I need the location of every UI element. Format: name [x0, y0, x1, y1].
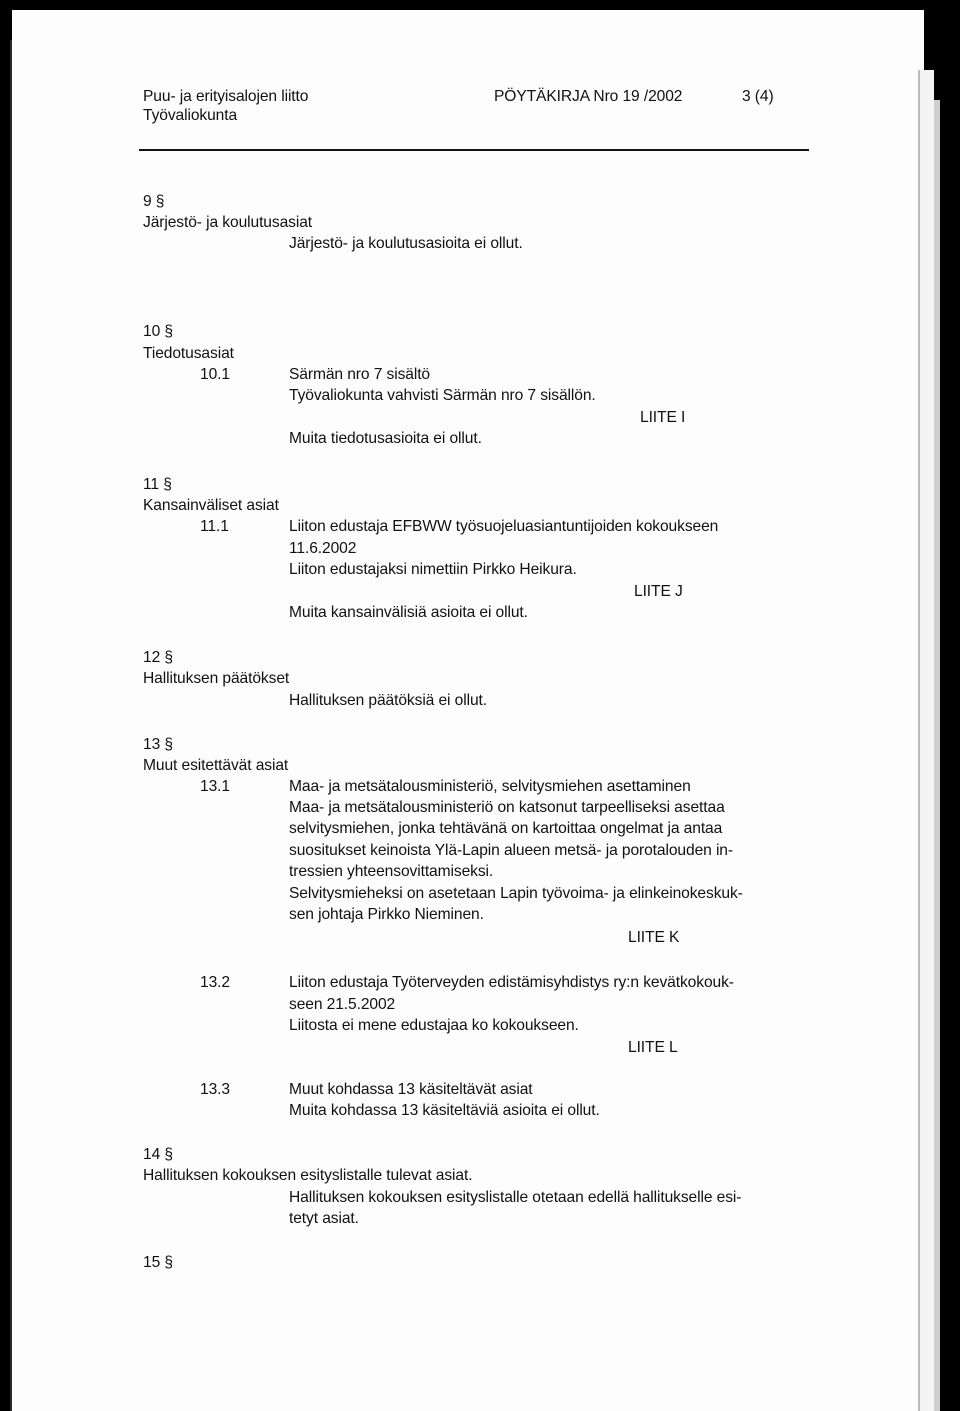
item-13-2-title-cont: seen 21.5.2002: [289, 996, 396, 1013]
item-13-2-number: 13.2: [200, 974, 230, 991]
item-10-1-attachment: LIITE I: [640, 409, 686, 426]
section-14-text-cont: tetyt asiat.: [289, 1210, 359, 1227]
header-page-number: 3 (4): [742, 88, 774, 105]
item-13-3-title: Muut kohdassa 13 käsiteltävät asiat: [289, 1081, 533, 1098]
section-9-text: Järjestö- ja koulutusasioita ei ollut.: [289, 235, 523, 252]
section-12-title: Hallituksen päätökset: [143, 670, 290, 687]
section-11-title: Kansainväliset asiat: [143, 497, 279, 514]
item-13-1-line: tressien yhteensovittamiseksi.: [289, 863, 494, 880]
item-10-1-title: Särmän nro 7 sisältö: [289, 366, 431, 383]
section-12-text: Hallituksen päätöksiä ei ollut.: [289, 692, 487, 709]
section-10-title: Tiedotusasiat: [143, 345, 234, 362]
header-org: Puu- ja erityisalojen liitto: [143, 88, 309, 105]
section-11-number: 11 §: [143, 476, 172, 493]
item-13-1-line: sen johtaja Pirkko Nieminen.: [289, 906, 484, 923]
item-10-1-text: Työvaliokunta vahvisti Särmän nro 7 sisällön.: [289, 387, 596, 404]
item-13-2-attachment: LIITE L: [628, 1039, 678, 1056]
page-stack-edge: [918, 70, 934, 1411]
item-10-1-number: 10.1: [200, 366, 230, 383]
item-13-2-text: Liitosta ei mene edustajaa ko kokoukseen.: [289, 1017, 579, 1034]
header-doc-title: PÖYTÄKIRJA Nro 19 /2002: [494, 88, 683, 105]
item-13-2-title: Liiton edustaja Työterveyden edistämisyhdistys ry:n kevätkokouk-: [289, 974, 734, 991]
item-13-1-attachment: LIITE K: [628, 929, 680, 946]
item-13-1-line: selvitysmiehen, jonka tehtävänä on kartoittaa ongelmat ja antaa: [289, 820, 723, 837]
header-divider: [139, 149, 809, 151]
section-11-other: Muita kansainvälisiä asioita ei ollut.: [289, 604, 528, 621]
item-11-1-number: 11.1: [200, 518, 229, 535]
section-12-number: 12 §: [143, 649, 173, 666]
item-13-3-number: 13.3: [200, 1081, 230, 1098]
item-13-1-number: 13.1: [200, 778, 230, 795]
header-committee: Työvaliokunta: [143, 107, 238, 124]
page-stack-edge-outer: [934, 100, 940, 1411]
item-13-1-line: Selvitysmieheksi on asetetaan Lapin työvoima- ja elinkeinokeskuk-: [289, 885, 743, 902]
section-9-title: Järjestö- ja koulutusasiat: [143, 214, 313, 231]
item-11-1-date: 11.6.2002: [289, 540, 357, 557]
item-13-1-line: suositukset keinoista Ylä-Lapin alueen metsä- ja porotalouden in-: [289, 842, 733, 859]
item-11-1-text: Liiton edustajaksi nimettiin Pirkko Heikura.: [289, 561, 577, 578]
section-9-number: 9 §: [143, 193, 165, 210]
item-11-1-attachment: LIITE J: [634, 583, 683, 600]
section-14-text: Hallituksen kokouksen esityslistalle otetaan edellä hallitukselle esi-: [289, 1189, 742, 1206]
item-13-1-title: Maa- ja metsätalousministeriö, selvitysmiehen asettaminen: [289, 778, 691, 795]
section-13-title: Muut esitettävät asiat: [143, 757, 289, 774]
item-13-1-line: Maa- ja metsätalousministeriö on katsonut tarpeelliseksi asettaa: [289, 799, 725, 816]
section-15-number: 15 §: [143, 1254, 173, 1271]
section-14-number: 14 §: [143, 1146, 173, 1163]
section-13-number: 13 §: [143, 736, 173, 753]
item-11-1-title: Liiton edustaja EFBWW työsuojeluasiantuntijoiden kokoukseen: [289, 518, 719, 535]
section-14-title: Hallituksen kokouksen esityslistalle tulevat asiat.: [143, 1167, 473, 1184]
item-13-3-text: Muita kohdassa 13 käsiteltäviä asioita ei ollut.: [289, 1102, 600, 1119]
section-10-number: 10 §: [143, 323, 173, 340]
section-10-other: Muita tiedotusasioita ei ollut.: [289, 430, 482, 447]
